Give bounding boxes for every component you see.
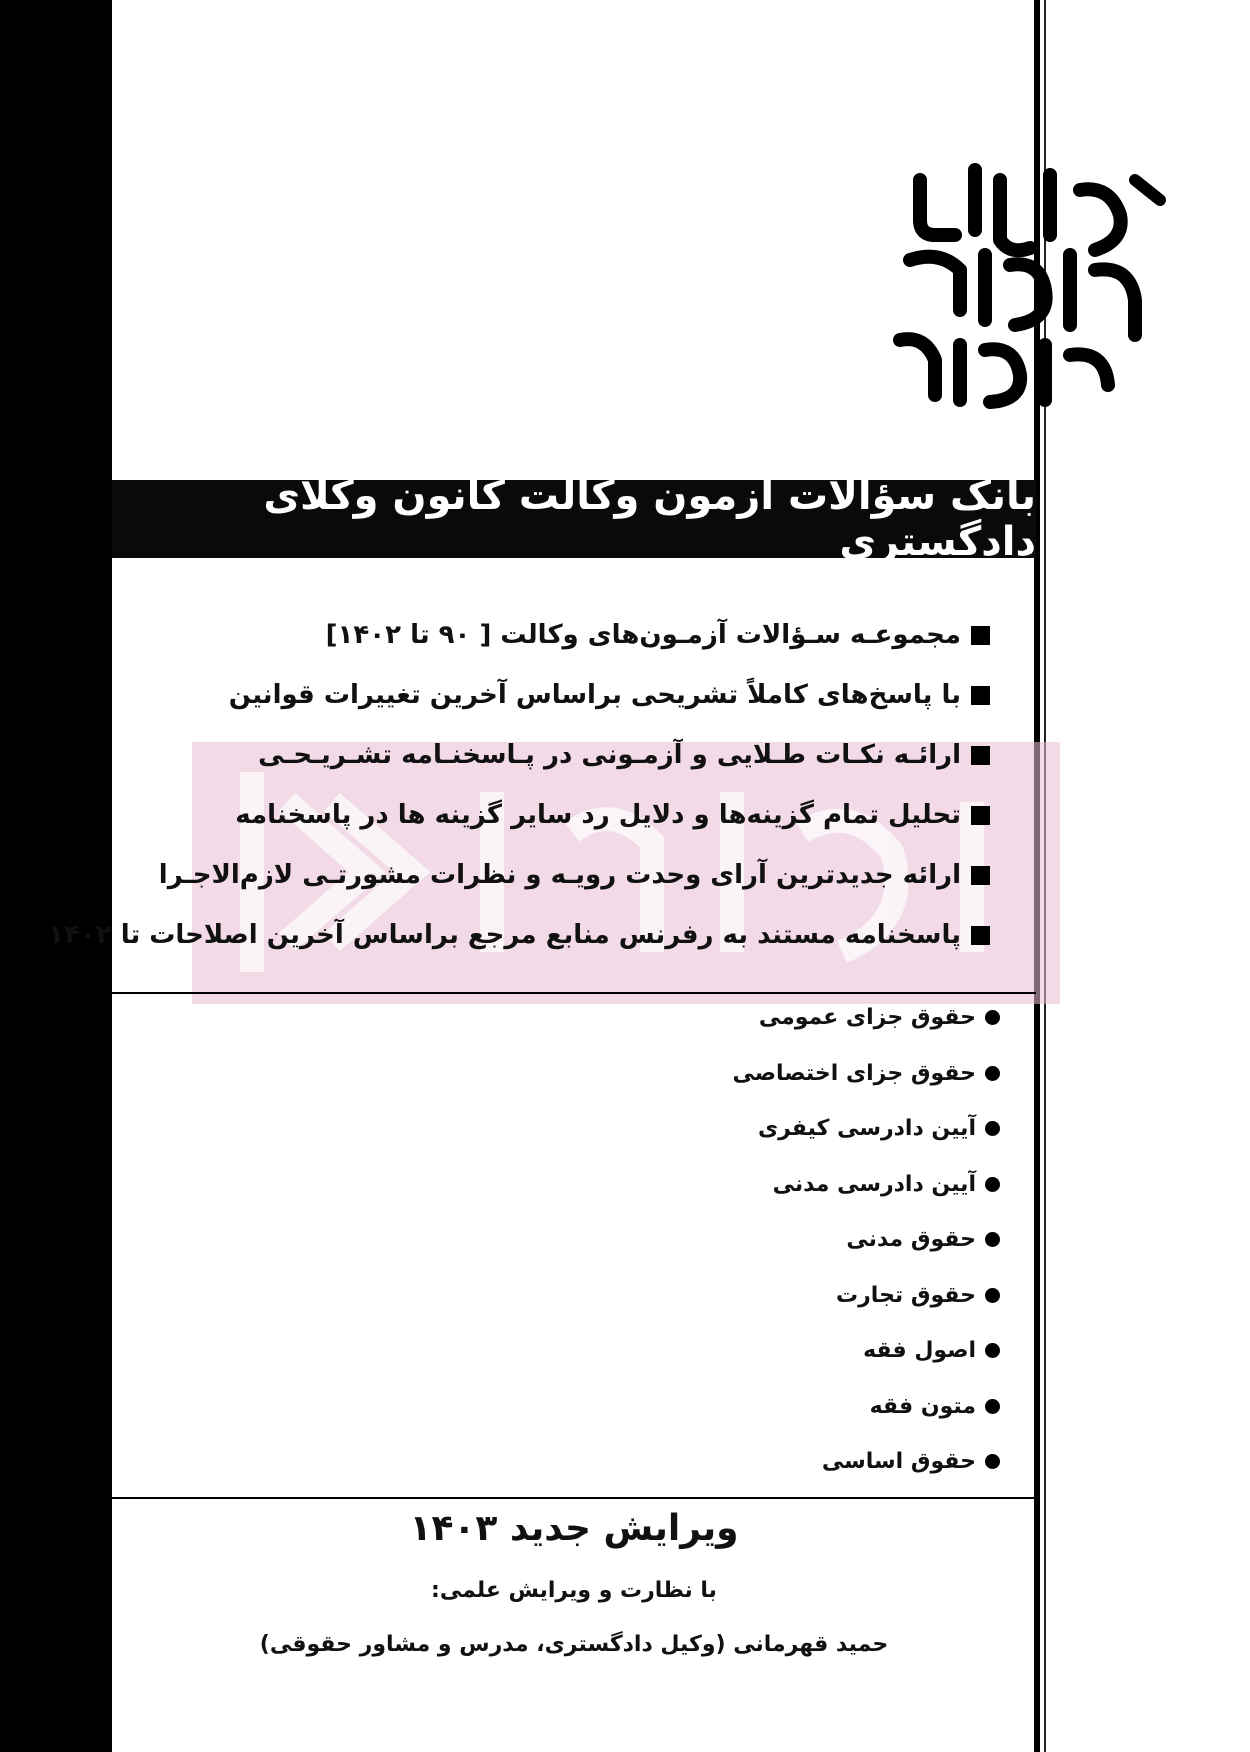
subject-item: حقوق مدنی [600,1212,1000,1268]
round-bullet-icon [985,1288,1000,1303]
page-title: بانک سؤالات آزمون وکالت کانون وکلای دادگستری [263,473,1036,565]
bismillah-calligraphy-icon [880,160,1180,410]
subject-item: اصول فقه [600,1323,1000,1379]
subject-item: حقوق جزای عمومی [600,990,1000,1046]
round-bullet-icon [985,1177,1000,1192]
feature-item: تحلیل تمام گزینه‌ها و دلایل رد سایر گزینه ها در پاسخنامه [150,785,990,845]
subject-item: حقوق اساسی [600,1434,1000,1490]
subject-item: حقوق جزای اختصاصی [600,1046,1000,1102]
round-bullet-icon [985,1343,1000,1358]
feature-item: پاسخنامه مستند به رفرنس منابع مرجع براساس آخرین اصلاحات تا ۱۴۰۲ [150,905,990,965]
square-bullet-icon [971,806,990,825]
square-bullet-icon [971,866,990,885]
subject-item: آیین دادرسی کیفری [600,1101,1000,1157]
feature-item: ارائـه نکـات طـلایی و آزمـونی در پـاسخنـامه تشـریـحـی [150,725,990,785]
round-bullet-icon [985,1010,1000,1025]
feature-item: با پاسخ‌های کاملاً تشریحی براساس آخرین تغییرات قوانین [150,665,990,725]
round-bullet-icon [985,1066,1000,1081]
subject-item: آیین دادرسی مدنی [600,1157,1000,1213]
round-bullet-icon [985,1232,1000,1247]
supervision-label: با نظارت و ویرایش علمی: [431,1578,717,1603]
feature-item: ارائه جدیدترین آرای وحدت رویـه و نظرات مشورتـی لازم‌الاجـرا [150,845,990,905]
subject-item: حقوق تجارت [600,1268,1000,1324]
divider-bottom [112,1497,1036,1499]
square-bullet-icon [971,926,990,945]
round-bullet-icon [985,1399,1000,1414]
author-label: حمید قهرمانی (وکیل دادگستری، مدرس و مشاور حقوقی) [259,1632,889,1657]
round-bullet-icon [985,1121,1000,1136]
feature-item: مجموعـه سـؤالات آزمـون‌های وکالت [ ۹۰ تا ۱۴۰۲] [150,605,990,665]
subjects-list [600,990,1000,1490]
title-banner [112,473,1036,565]
subject-item: متون فقه [600,1379,1000,1435]
square-bullet-icon [971,686,990,705]
left-black-band [0,0,112,1752]
square-bullet-icon [971,746,990,765]
edition-label: ویرایش جدید ۱۴۰۳ [409,1508,739,1549]
round-bullet-icon [985,1454,1000,1469]
square-bullet-icon [971,626,990,645]
features-list [48,605,990,965]
